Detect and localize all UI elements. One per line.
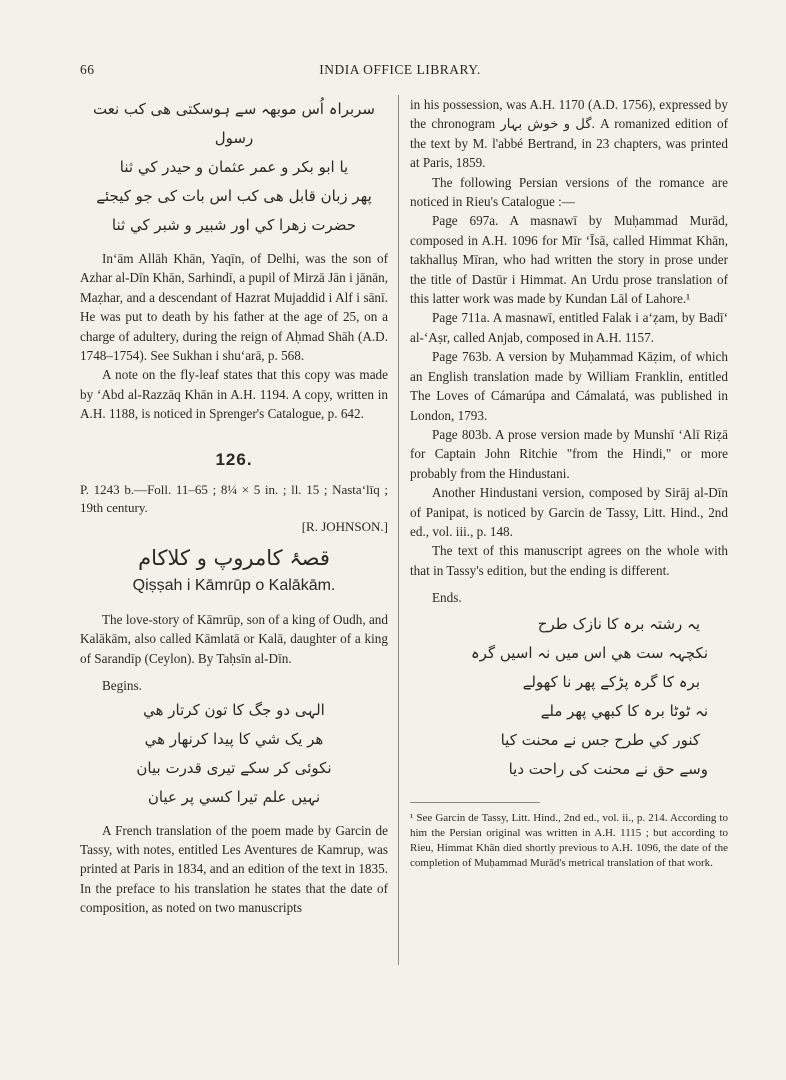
donor-credit: [R. JOHNSON.] [301,519,388,535]
begins-verses [80,696,388,812]
urdu-verse: یا ابو بکر و عمر عثمان و حیدر کي ثنا [119,158,349,176]
begins-label: Begins. [102,678,142,694]
ends-verse: نکچہہ ست ھي اس میں نہ اسیں گرہ [470,643,708,662]
ends-label: Ends. [432,590,462,606]
footnote-rule [410,802,540,803]
column-divider [398,95,399,965]
left-column [80,95,388,918]
ends-verses [410,610,728,784]
ends-verse: برہ کا گرہ پڑکے پھر نا کھولے [522,672,700,691]
entry-number: 126. [215,449,253,469]
begins-verse: الہی دو جگ کا تون کرتار ھي [143,700,325,719]
right-column [410,95,728,871]
hindustani-version-paragraph: Another Hindustani version, composed by Sirāj al-Dīn of Panipat, is noticed by Garcin de Tassy, Litt. Hind., 2nd ed., vol. iii., p. 148. [410,485,728,539]
begins-verse: ھر یک شي کا پیدا کرنھار ھي [144,729,324,748]
author-paragraph: In‘ām Allāh Khān, Yaqīn, of Delhi, was the son of Azhar al-Dīn Khān, Sarhindī, a pupil of Mirzā Jān i jānān, Maẓhar, and a descendant of Hazrat Mujaddid i Alf i sānī. He was put to death by his father at the age of 25, on a charge of adultery, during the reign of Aḥmad Shāh (A.D. 1748–1754). See Sukhan i shu‘arā, p. 568. [80,251,388,364]
version-page-711a: Page 711a. A masnawī, entitled Falak i a‘ẓam, by Badī‘ al-‘Aṣr, called Anjab, composed in A.H. 1157. [410,310,728,345]
begins-verse: نہیں علم تیرا کسي پر عیان [147,787,321,806]
footnote: ¹ See Garcin de Tassy, Litt. Hind., 2nd ed., vol. ii., p. 214. According to him the Persian original was written in A.H. 1115 ; but according to Rieu, Himmat Khān died shortly previous to A.H. 1096, the date of the completion of Muḥammad Murād's metrical translation of that work. [410,811,728,869]
title-urdu: قصۂ کامروپ و کلاکام [138,546,330,571]
translation-paragraph: A French translation of the poem made by Garcin de Tassy, with notes, entitled Les Aventures de Kamrup, was printed at Paris in 1834, and an edition of the text in 1835. In the preface to his translation he states that the date of composition, as noted on two manuscripts [80,822,388,916]
ends-verse: کنور کي طرح جس نے محنت کیا [500,730,700,749]
ends-verse: وسے حق نے محنت کی راحت دیا [508,759,708,778]
urdu-verse: پھر زبان قابل ھی کب اس بات کی جو کیجئے [96,187,372,205]
persian-versions-intro: The following Persian versions of the romance are noticed in Rieu's Catalogue :— [410,174,728,210]
version-page-697a: Page 697a. A masnawī by Muḥammad Murād, composed in A.H. 1096 for Mīr ‘Īsā, called Himmat Khān, takhalluṣ Mīran, who had written the story in prose under the title of Dastūr i Himmat. An Urdu prose translation of this latter work was made by Kundan Lāl of Lahore.¹ [410,213,728,307]
flyleaf-note-paragraph: A note on the fly-leaf states that this copy was made by ‘Abd al-Razzāq Khān in A.H. 1194. A copy, written in A.H. 1188, is noticed in Sprenger's Catalogue, p. 642. [80,367,388,422]
shelfmark: P. 1243 b.—Foll. 11–65 ; 8¼ × 5 in. ; ll. 15 ; Nasta‘līq ; 19th century. [80,482,388,516]
version-page-763b: Page 763b. A version by Muḥammad Kāẓim, of which an English translation made by William Franklin, entitled The Loves of Cámarúpa and Cámalatá, was published in London, 1793. [410,349,728,423]
urdu-verses-top [80,95,388,240]
urdu-verse: سربراہ اُس موبھہ سے ہوسکتی ھی کب نعت رسول [93,100,375,147]
description-paragraph: The love-story of Kāmrūp, son of a king of Oudh, and Kalākām, also called Kāmlatā or Kalā, daughter of a king of Sarandīp (Ceylon). By Taḥsīn al-Dīn. [80,611,388,666]
page-number: 66 [80,62,95,77]
urdu-verse: حضرت زھرا کي اور شبیر و شبر کي ثنا [111,216,357,234]
page-header [80,62,720,82]
title-roman: Qiṣṣah i Kāmrūp o Kalākām. [132,577,336,595]
running-title: INDIA OFFICE LIBRARY. [319,62,481,77]
ends-verse: نہ ٹوٹا برہ کا کبھي پھر ملے [540,701,708,720]
ends-verse: یہ رشتہ برہ کا نازک طرح [537,614,700,633]
begins-verse: نکوئی کر سکے تیری قدرت بیان [136,758,332,777]
version-page-803b: Page 803b. A prose version made by Munshī ‘Alī Riẓā for Captain John Ritchie "from the Hindi," or more probably from the Hindustani. [410,426,728,481]
chronogram-paragraph: in his possession, was A.H. 1170 (A.D. 1756), expressed by the chronogram گل و خوش بہار. A romanized edition of the text by M. l'abbé Bertrand, in 23 chapters, was printed at Paris, 1859. [410,97,729,171]
text-agreement-paragraph: The text of this manuscript agrees on the whole with that in Tassy's edition, but the ending is different. [410,543,728,578]
